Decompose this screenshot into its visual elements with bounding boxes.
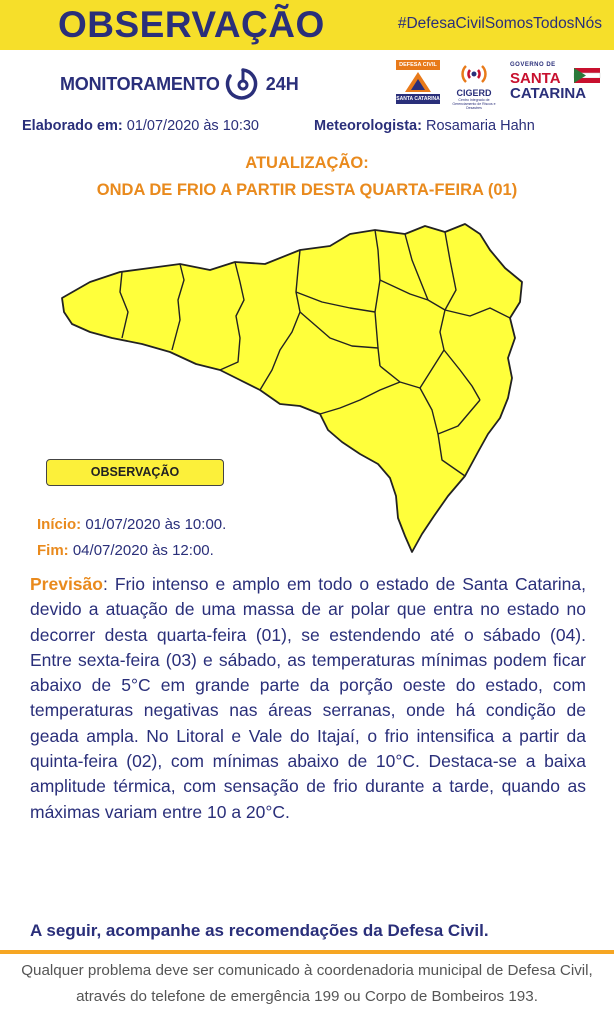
flag-icon (572, 66, 602, 88)
start-value: 01/07/2020 às 10:00. (85, 516, 227, 533)
footer-divider (0, 950, 614, 954)
monitor-banner (60, 66, 299, 102)
page-title: OBSERVAÇÃO (58, 4, 325, 45)
meteorologista-value: Rosamaria Hahn (425, 118, 535, 134)
clock-icon (224, 66, 262, 102)
cigerd-label: CIGERD (456, 88, 492, 98)
gov-state-1: SANTA (510, 70, 561, 87)
forecast-body: : Frio intenso e amplo em todo o estado de Santa Catarina, devido a atuação de uma massa de ar polar que entra no estado no decorrer desta quarta-feira (01), se estendendo até o sábado (04). Entre sexta-feira (03) e sábado, as temperaturas mínimas podem ficar abaixo de 5°C em grande parte da porção oeste do estado, com temperaturas negativas nas áreas serranas, onde há condição de geada ampla. No Litoral e Vale do Itajaí, o frio intensifica a partir da quinta-feira (02), com mínimas abaixo de 10°C. Destaca-se a baixa amplitude térmica, com sensação de frio durante a tarde, quando as máximas variam entre 10 a 20°C. (30, 574, 586, 822)
start-label: Início: (37, 516, 82, 533)
header-bar (0, 0, 614, 50)
alert-level-badge: OBSERVAÇÃO (46, 459, 224, 486)
hashtag: #DefesaCivilSomosTodosNós (397, 15, 602, 32)
forecast-label: Previsão (30, 574, 103, 594)
footer-line-2: através do telefone de emergência 199 ou Corpo de Bombeiros 193. (76, 988, 538, 1005)
update-subtitle: ONDA DE FRIO A PARTIR DESTA QUARTA-FEIRA (01) (96, 181, 518, 199)
governo-sc-logo (508, 62, 608, 106)
signal-icon (460, 60, 488, 88)
partner-logos (396, 60, 606, 108)
triangle-icon (404, 71, 432, 93)
defesa-civil-logo (396, 60, 440, 104)
meteorologista-info (314, 118, 535, 134)
start-date (37, 516, 226, 533)
end-date (37, 542, 214, 559)
elaborado-label: Elaborado em: (22, 118, 123, 134)
cigerd-logo (450, 60, 498, 110)
cigerd-sub: Centro Integrado de Gerenciamento de Riscos e Desastres (452, 98, 496, 110)
monitor-hours: 24H (265, 73, 299, 94)
footer (0, 958, 614, 1010)
footer-line-1: Qualquer problema deve ser comunicado à coordenadoria municipal de Defesa Civil, (21, 962, 593, 979)
gov-state-2: CATARINA (510, 85, 587, 102)
elaborado-value: 01/07/2020 às 10:30 (126, 118, 259, 134)
santa-catarina-map (60, 220, 530, 560)
defesa-civil-logo-top: DEFESA CIVIL (396, 60, 440, 70)
gov-label: GOVERNO DE (510, 62, 556, 68)
defesa-civil-logo-bottom: SANTA CATARINA (396, 96, 440, 102)
recommendations-callout: A seguir, acompanhe as recomendações da Defesa Civil. (30, 921, 489, 940)
update-title: ATUALIZAÇÃO: (245, 154, 369, 172)
elaborado-info (22, 118, 259, 134)
meteorologista-label: Meteorologista: (314, 118, 422, 134)
monitor-label: MONITORAMENTO (60, 73, 220, 94)
forecast-text (30, 572, 586, 825)
end-value: 04/07/2020 às 12:00. (72, 542, 214, 559)
end-label: Fim: (37, 542, 69, 559)
